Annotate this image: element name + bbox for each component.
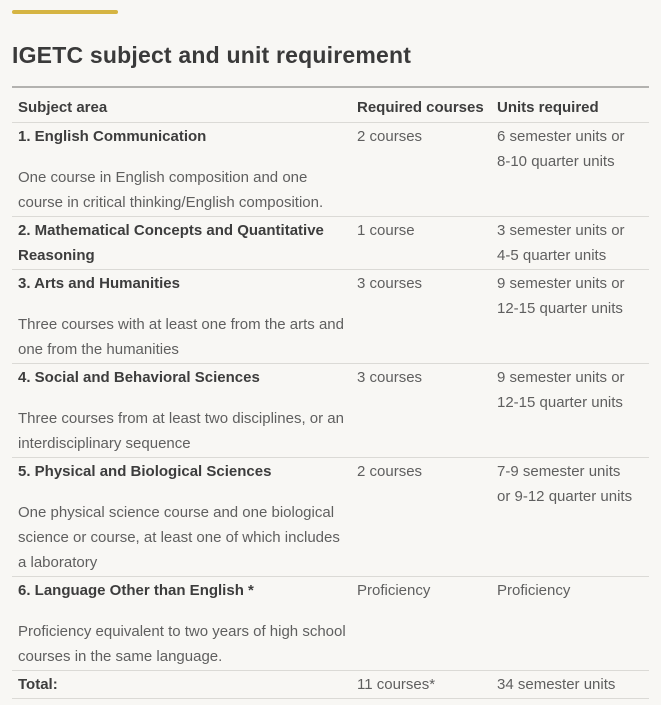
- requirements-table: [12, 86, 649, 699]
- page: [0, 10, 661, 699]
- page-title: IGETC subject and unit requirement: [12, 42, 412, 68]
- units-required: 3 semester units or 4-5 quarter units: [497, 222, 625, 264]
- subject-description: One physical science course and one biological science or course, at least one of which includes a laboratory: [18, 504, 340, 571]
- required-courses: 2 courses: [357, 128, 423, 145]
- table-header-row: [12, 88, 649, 123]
- table-row: [12, 458, 649, 577]
- units-required: 9 semester units or 12-15 quarter units: [497, 275, 625, 317]
- header-required-courses: Required courses: [357, 99, 484, 116]
- header-subject-area: Subject area: [18, 99, 108, 116]
- table-row: [12, 577, 649, 671]
- subject-description: Proficiency equivalent to two years of high school courses in the same language.: [18, 623, 346, 665]
- units-required: Proficiency: [497, 582, 571, 599]
- table-row: [12, 270, 649, 364]
- required-courses: 1 course: [357, 222, 415, 239]
- units-required: 6 semester units or 8-10 quarter units: [497, 128, 625, 170]
- subject-description: One course in English composition and one course in critical thinking/English composition.: [18, 169, 324, 211]
- required-courses: Proficiency: [357, 582, 431, 599]
- header-units-required: Units required: [497, 99, 599, 116]
- accent-bar: [12, 10, 118, 14]
- subject-area: 4. Social and Behavioral Sciences: [18, 369, 260, 386]
- required-courses: 3 courses: [357, 369, 423, 386]
- subject-area: 5. Physical and Biological Sciences: [18, 463, 272, 480]
- total-units: 34 semester units: [497, 676, 616, 693]
- required-courses: 2 courses: [357, 463, 423, 480]
- subject-area: 1. English Communication: [18, 128, 207, 145]
- subject-area: 6. Language Other than English *: [18, 582, 254, 599]
- subject-description: Three courses with at least one from the arts and one from the humanities: [18, 316, 344, 358]
- subject-area: 3. Arts and Humanities: [18, 275, 180, 292]
- required-courses: 3 courses: [357, 275, 423, 292]
- table-row: [12, 364, 649, 458]
- units-required: 7-9 semester units or 9-12 quarter units: [497, 463, 633, 505]
- table-row: [12, 217, 649, 270]
- total-label: Total:: [18, 676, 58, 693]
- table-total-row: [12, 671, 649, 699]
- subject-description: Three courses from at least two disciplines, or an interdisciplinary sequence: [18, 410, 344, 452]
- total-courses: 11 courses*: [357, 676, 436, 693]
- table-row: [12, 123, 649, 217]
- units-required: 9 semester units or 12-15 quarter units: [497, 369, 625, 411]
- subject-area: 2. Mathematical Concepts and Quantitative Reasoning: [18, 222, 324, 264]
